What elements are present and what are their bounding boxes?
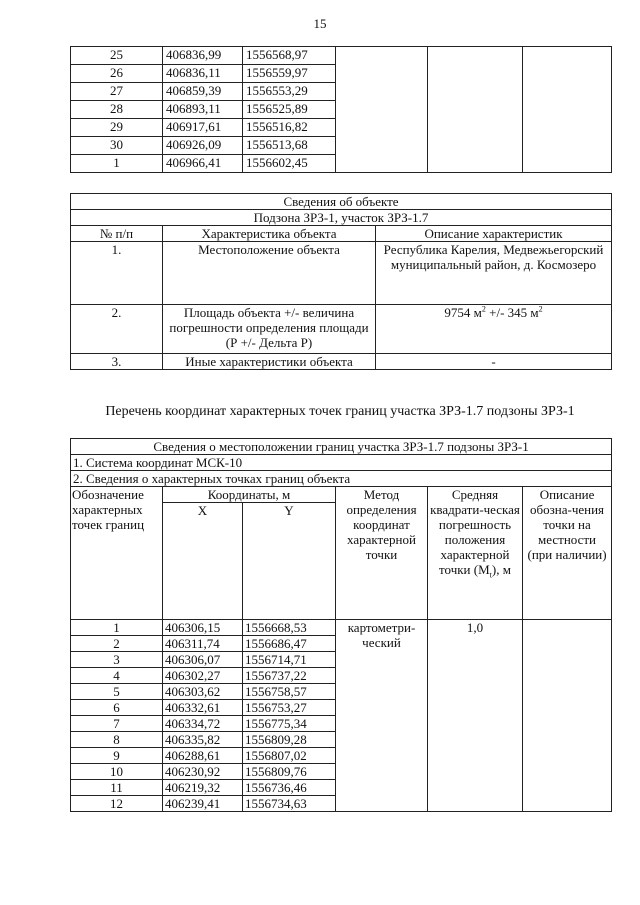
header-number: № п/п — [71, 226, 163, 242]
y-value: 1556809,76 — [243, 764, 336, 780]
point-number: 30 — [71, 137, 163, 155]
row-description — [376, 305, 612, 354]
y-value: 1556758,57 — [243, 684, 336, 700]
object-table-subtitle: Подзона ЗРЗ-1, участок ЗРЗ-1.7 — [71, 210, 612, 226]
coords-table-title: Сведения о местоположении границ участка ЗРЗ-1.7 подзоны ЗРЗ-1 — [71, 439, 612, 455]
x-value: 406836,11 — [163, 65, 243, 83]
description-value — [523, 620, 612, 812]
x-value: 406893,11 — [163, 101, 243, 119]
row-description: - — [376, 354, 612, 370]
point-number: 12 — [71, 796, 163, 812]
y-value: 1556737,22 — [243, 668, 336, 684]
table-row — [71, 47, 612, 65]
x-value: 406334,72 — [163, 716, 243, 732]
x-value: 406230,92 — [163, 764, 243, 780]
boundary-coordinates-table — [70, 438, 612, 812]
header-error-subscript: t — [489, 570, 492, 580]
point-number: 11 — [71, 780, 163, 796]
table-row — [71, 620, 612, 636]
page-number: 15 — [313, 16, 327, 31]
x-value: 406926,09 — [163, 137, 243, 155]
row-characteristic: Площадь объекта +/- величина погрешности определения площади (Р +/- Дельта Р) — [163, 305, 376, 354]
point-number: 25 — [71, 47, 163, 65]
coordinates-continuation-table — [70, 46, 612, 173]
y-value: 1556553,29 — [243, 83, 336, 101]
method-cell — [336, 47, 428, 173]
y-value: 1556668,53 — [243, 620, 336, 636]
header-characteristic: Характеристика объекта — [163, 226, 376, 242]
header-y: Y — [243, 503, 336, 620]
y-value: 1556686,47 — [243, 636, 336, 652]
row-characteristic: Местоположение объекта — [163, 242, 376, 305]
y-value: 1556525,89 — [243, 101, 336, 119]
x-value: 406219,32 — [163, 780, 243, 796]
x-value: 406917,61 — [163, 119, 243, 137]
row-number: 1. — [71, 242, 163, 305]
method-value: картометри-ческий — [336, 620, 428, 812]
object-info-table — [70, 193, 612, 370]
area-error-unit-power: 2 — [538, 304, 543, 314]
description-cell — [523, 47, 612, 173]
row-description: Республика Карелия, Медвежьегорский муниципальный район, д. Космозеро — [376, 242, 612, 305]
area-unit-power: 2 — [481, 304, 486, 314]
x-value: 406966,41 — [163, 155, 243, 173]
y-value: 1556559,97 — [243, 65, 336, 83]
x-value: 406306,15 — [163, 620, 243, 636]
header-method: Метод определения координат характерной точки — [336, 487, 428, 620]
y-value: 1556753,27 — [243, 700, 336, 716]
y-value: 1556602,45 — [243, 155, 336, 173]
point-number: 4 — [71, 668, 163, 684]
point-number: 29 — [71, 119, 163, 137]
area-error: +/- 345 м — [485, 305, 539, 320]
header-description: Описание характеристик — [376, 226, 612, 242]
point-number: 26 — [71, 65, 163, 83]
row-number: 2. — [71, 305, 163, 354]
point-number: 28 — [71, 101, 163, 119]
x-value: 406302,27 — [163, 668, 243, 684]
x-value: 406836,99 — [163, 47, 243, 65]
y-value: 1556568,97 — [243, 47, 336, 65]
section-heading: Перечень координат характерных точек границ участка ЗРЗ-1.7 подзоны ЗРЗ-1 — [105, 404, 575, 419]
y-value: 1556736,46 — [243, 780, 336, 796]
header-x: X — [163, 503, 243, 620]
point-number: 6 — [71, 700, 163, 716]
error-value: 1,0 — [428, 620, 523, 812]
area-value: 9754 м — [444, 305, 482, 320]
point-number: 3 — [71, 652, 163, 668]
y-value: 1556714,71 — [243, 652, 336, 668]
point-number: 27 — [71, 83, 163, 101]
y-value: 1556516,82 — [243, 119, 336, 137]
x-value: 406239,41 — [163, 796, 243, 812]
x-value: 406335,82 — [163, 732, 243, 748]
header-error — [428, 487, 523, 620]
header-coordinates: Координаты, м — [163, 487, 336, 503]
x-value: 406859,39 — [163, 83, 243, 101]
header-error-tail: ), м — [491, 562, 511, 577]
point-number: 2 — [71, 636, 163, 652]
y-value: 1556513,68 — [243, 137, 336, 155]
row-number: 3. — [71, 354, 163, 370]
point-number: 8 — [71, 732, 163, 748]
point-number: 7 — [71, 716, 163, 732]
x-value: 406303,62 — [163, 684, 243, 700]
y-value: 1556809,28 — [243, 732, 336, 748]
point-number: 1 — [71, 155, 163, 173]
table-row — [71, 242, 612, 305]
y-value: 1556775,34 — [243, 716, 336, 732]
table-row — [71, 305, 612, 354]
x-value: 406332,61 — [163, 700, 243, 716]
points-section-title: 2. Сведения о характерных точках границ объекта — [71, 471, 612, 487]
header-error-text: Средняя квадрати-ческая погрешность положения характерной точки (M — [430, 487, 520, 577]
header-description: Описание обозна-чения точки на местности (при наличии) — [523, 487, 612, 620]
point-number: 5 — [71, 684, 163, 700]
y-value: 1556734,63 — [243, 796, 336, 812]
coordinate-system: 1. Система координат МСК-10 — [71, 455, 612, 471]
x-value: 406306,07 — [163, 652, 243, 668]
header-designation: Обозначение характерных точек границ — [71, 487, 163, 620]
x-value: 406288,61 — [163, 748, 243, 764]
point-number: 9 — [71, 748, 163, 764]
object-table-title: Сведения об объекте — [71, 194, 612, 210]
point-number: 10 — [71, 764, 163, 780]
x-value: 406311,74 — [163, 636, 243, 652]
point-number: 1 — [71, 620, 163, 636]
error-cell — [428, 47, 523, 173]
row-characteristic: Иные характеристики объекта — [163, 354, 376, 370]
y-value: 1556807,02 — [243, 748, 336, 764]
table-row — [71, 354, 612, 370]
